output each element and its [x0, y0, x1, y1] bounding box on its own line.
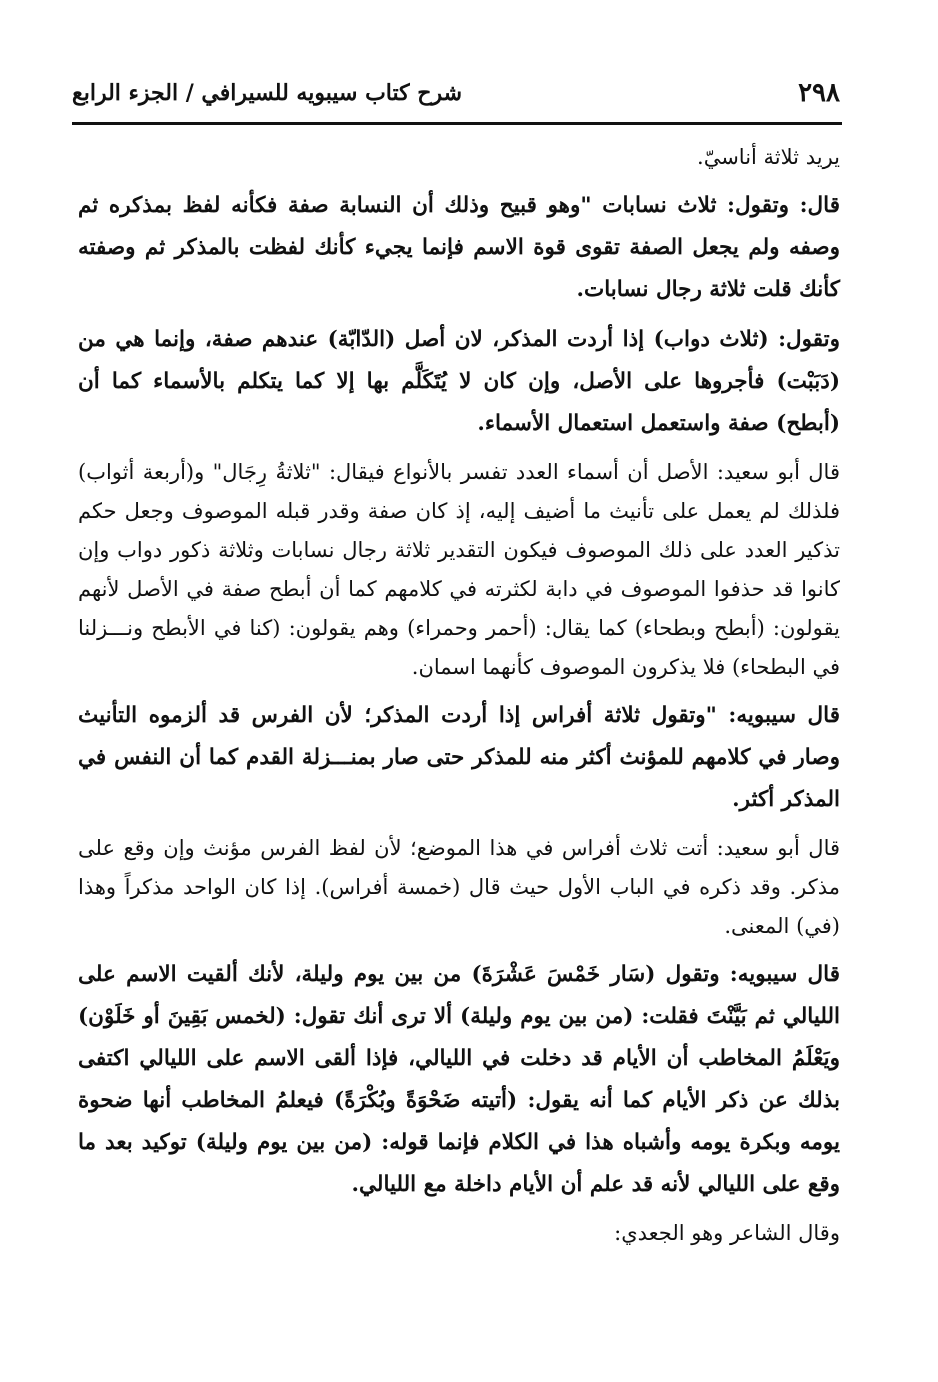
paragraph-sibawayh-khams: قال سيبويه: وتقول (سَار خَمْسَ عَشْرَةَ) من بين يوم وليلة، لأنك ألقيت الاسم على الليالي ثم بَيَّنْتَ فقلت: (من بين يوم وليلة) ألا ترى أنك تقول: (لخمس بَقِينَ أو خَلَوْن) ويَعْلَمُ المخاطب أن الأيام قد دخلت في الليالي، فإذا ألقى الاسم على الليالي اكتفى بذلك عن ذكر الأيام كما أنه يقول: (أتيته ضَحْوَةً وبُكْرَةً) فيعلمُ المخاطب أنها ضحوة يومه وبكرة يومه وأشباه هذا في الكلام فإنما قوله: (من بين يوم وليلة) توكيد بعد ما وقع على الليالي لأنه قد علم أن الأيام داخلة مع الليالي. [78, 962, 840, 1197]
paragraph-intro: يريد ثلاثة أناسيّ. [697, 145, 840, 169]
paragraph-quote-dawab: وتقول: (ثلاث دواب) إذا أردت المذكر، لان أصل (الدّابّة) عندهم صفة، وإنما هي من (دَبَبْت) فأجروها على الأصل، وإن كان لا يُتَكَلَّم بها إلا كما يتكلم بالأسماء كما أن (أبطح) صفة واستعمل استعمال الأسماء. [78, 327, 840, 436]
paragraph-quote-nassabat: قال: وتقول: ثلاث نسابات "وهو قبيح وذلك أن النسابة صفة فكأنه لفظ بمذكره ثم وصفه ولم يجعل الصفة تقوى قوة الاسم فإنما يجيء كأنك لفظت بالمذكر ثم وصفته كأنك قلت ثلاثة رجال نسابات. [78, 193, 840, 302]
paragraph-poet-intro: وقال الشاعر وهو الجعدي: [614, 1221, 840, 1245]
body-text [78, 138, 840, 1261]
paragraph-commentary-1: قال أبو سعيد: الأصل أن أسماء العدد تفسر بالأنواع فيقال: "ثلاثةُ رِجَال" و(أربعة أثواب) فلذلك لم يعمل على تأنيث ما أضيف إليه، إذ كان صفة وقدر قبله الموصوف وجعل حكم تذكير العدد على ذلك الموصوف فيكون التقدير ثلاثة رجال نسابات وثلاثة ذكور دواب وإن كانوا قد حذفوا الموصوف في دابة لكثرته في كلامهم كما أن أبطح صفة في الأصل لأنهم يقولون: (أبطح وبطحاء) كما يقال: (أحمر وحمراء) وهم يقولون: (كنا في الأبطح ونـــزلنا في البطحاء) فلا يذكرون الموصوف كأنهما اسمان. [78, 460, 840, 679]
page-number: ٢٩٨ [798, 78, 840, 108]
page-header [72, 78, 840, 122]
running-title: شرح كتاب سيبويه للسيرافي / الجزء الرابع [72, 80, 463, 106]
paragraph-sibawayh-afras: قال سيبويه: "وتقول ثلاثة أفراس إذا أردت المذكر؛ لأن الفرس قد ألزموه التأنيث وصار في كلامهم للمؤنث أكثر منه للمذكر حتى صار بمنـــزلة القدم كما أن النفس في المذكر أكثر. [78, 703, 840, 812]
paragraph-commentary-2: قال أبو سعيد: أتت ثلاث أفراس في هذا الموضع؛ لأن لفظ الفرس مؤنث وإن وقع على مذكر. وقد ذكره في الباب الأول حيث قال (خمسة أفراس). إذا كان الواحد مذكراً وهذا (في) المعنى. [78, 836, 840, 938]
header-rule [72, 122, 842, 125]
